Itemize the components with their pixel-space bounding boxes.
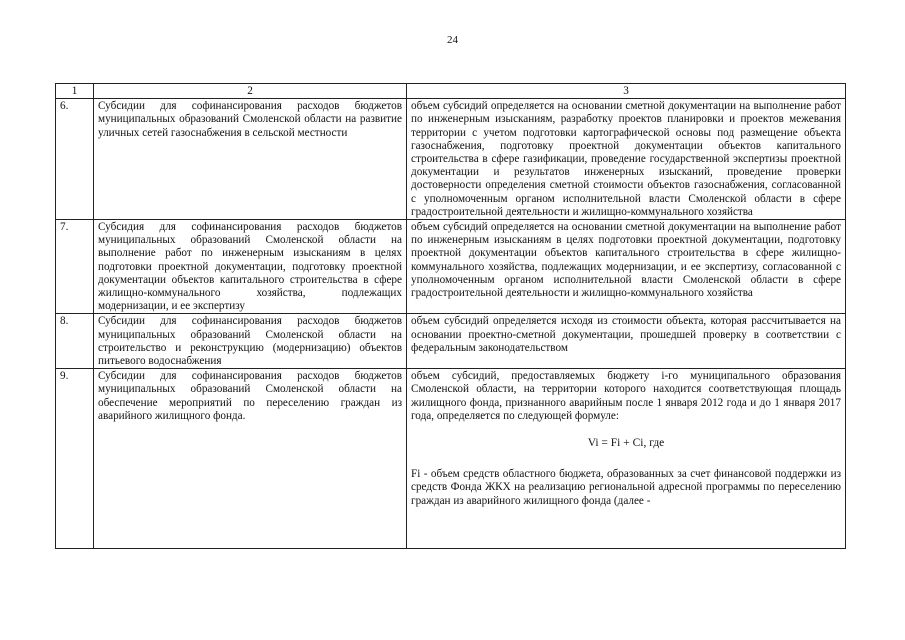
column-header-2: 2 [94, 84, 407, 99]
row-number: 8. [56, 314, 94, 369]
subsidy-calculation-cell [407, 369, 846, 549]
column-header-1: 1 [56, 84, 94, 99]
formula: Vi = Fi + Ci, где [587, 437, 665, 450]
subsidy-calculation: объем субсидий определяется на основании сметной документации на выполнение работ по инженерным изысканиям, разработку проектов планировки и проектов межевания территории с учетом подготовки картографической основы под размещение объекта газоснабжения, подготовку проектной документации объектов капитального строительства в сфере газификации, проведение государственной экспертизы проектной документации и результатов инженерных изысканий, проведение проверки достоверности определения сметной стоимости объектов газоснабжения, согласованной с уполномоченным органом исполнительной власти Смоленской области в сфере градостроительной деятельности и жилищно-коммунального хозяйства [407, 99, 846, 220]
table-row [56, 369, 846, 549]
subsidy-calculation: объем субсидий определяется исходя из стоимости объекта, которая рассчитывается на основании проектно-сметной документации, прошедшей проверку в соответствии с федеральным законодательством [407, 314, 846, 369]
subsidy-name: Субсидии для софинансирования расходов бюджетов муниципальных образований Смоленской области на развитие уличных сетей газоснабжения в сельской местности [94, 99, 407, 220]
subsidy-name: Субсидия для софинансирования расходов бюджетов муниципальных образований Смоленской области на выполнение работ по инженерным изысканиям в целях подготовки проектной документации, подготовку проектной документации объектов капитального строительства в сфере жилищно-коммунального хозяйства, подлежащих модернизации, и ее экспертизу [94, 220, 407, 314]
formula-variable-definition: Fi - объем средств областного бюджета, образованных за счет финансовой поддержки из средств Фонда ЖКХ на реализацию региональной адресной программы по переселению граждан из аварийного жилищного фонда (далее - [411, 468, 841, 507]
column-header-3: 3 [407, 84, 846, 99]
subsidies-table [55, 83, 846, 549]
subsidy-calculation: объем субсидий, предоставляемых бюджету i-го муниципального образования Смоленской области, на территории которого находится соответствующая площадь жилищного фонда, признанного аварийным после 1 января 2012 года и до 1 января 2017 года, определяется по следующей формуле: [411, 370, 841, 422]
page-number: 24 [447, 34, 458, 46]
subsidy-calculation: объем субсидий определяется на основании сметной документации на выполнение работ по инженерным изысканиям в целях подготовки проектной документации, подготовку проектной документации объектов капитального строительства в сфере жилищно-коммунального хозяйства, подлежащих модернизации, и ее экспертизу, согласованной с уполномоченным органом исполнительной власти Смоленской области в сфере градостроительной деятельности и жилищно-коммунального хозяйства [407, 220, 846, 314]
subsidy-name: Субсидии для софинансирования расходов бюджетов муниципальных образований Смоленской области на строительство и реконструкцию (модернизацию) объектов питьевого водоснабжения [94, 314, 407, 369]
subsidy-name: Субсидии для софинансирования расходов бюджетов муниципальных образований Смоленской области на обеспечение мероприятий по переселению граждан из аварийного жилищного фонда. [94, 369, 407, 549]
row-number: 7. [56, 220, 94, 314]
table-header-row [56, 84, 846, 99]
row-number: 9. [56, 369, 94, 549]
table-row [56, 314, 846, 369]
table-row [56, 99, 846, 220]
table-row [56, 220, 846, 314]
row-number: 6. [56, 99, 94, 220]
